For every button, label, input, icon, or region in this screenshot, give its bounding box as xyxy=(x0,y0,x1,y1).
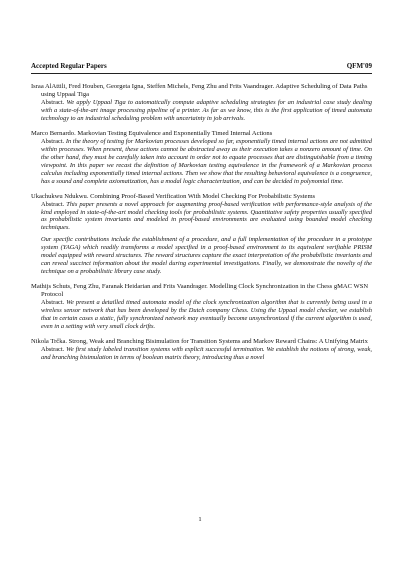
paper-authors: Nikola Trčka. xyxy=(31,337,68,345)
paper-title: Adaptive Scheduling of Data Paths using Uppaal Tiga xyxy=(41,83,368,98)
paper-title: Combining Proof-Based Verification With Model Checking For Probabilistic Systems xyxy=(90,192,316,200)
abstract-text: We apply Uppaal Tiga to automatically compute adaptive scheduling strategies for an industrial case study dealing with a state-of-the-art image processing pipeline of a printer. As far as we know, this is the first application of timed automata technology to an industrial scheduling problem with uncertainty in job arrivals. xyxy=(41,99,372,122)
abstract-label: Abstract. xyxy=(41,200,65,208)
header-rule xyxy=(31,73,372,74)
paper-authors: Marco Bernardo. xyxy=(31,129,76,137)
abstract-text: In the theory of testing for Markovian processes developed so far, exponentially timed internal actions are not admitted within processes. When present, these actions cannot be abstracted away as their execution takes a nonzero amount of time. On the other hand, they must be carefully taken into account in order not to equate processes that are distinguishable from a timing viewpoint. In this paper we recast the definition of Markovian testing equivalence in the framework of a Markovian process calculus including exponentially timed internal actions. Then we show that the resulting behavioral equivalence is a congruence, has a sound and complete axiomatization, has a modal logic characterization, and can be decided in polynomial time. xyxy=(41,137,372,185)
abstract-label: Abstract. xyxy=(41,99,65,106)
paper-list xyxy=(31,83,372,369)
header-venue: QFM'09 xyxy=(346,62,372,70)
abstract-label: Abstract. xyxy=(41,137,65,145)
paper-authors: Ukachukwu Ndukwu. xyxy=(31,192,89,200)
abstract-label: Abstract. xyxy=(41,345,65,353)
page-number: 1 xyxy=(198,516,202,523)
paper-title: Markovian Testing Equivalence and Exponentially Timed Internal Actions xyxy=(77,129,273,137)
abstract-text: We present a detailled timed automata model of the clock synchronization algorithm that is currently being used in a wireless sensor network that has been developed by the Dutch company Chess. Using the Uppaal model checker, we establish that in certain cases a static, fully synchronized network may eventually become unsynchronized if the current algorithm is used, even in a setting with very small clock drifts. xyxy=(41,299,372,331)
abstract-text: This paper presents a novel approach for augmenting proof-based verification with performance-style analysis of the kind employed in state-of-the-art model checking tools for probabilistic systems. Quantitative safety properties usually specified as probabilistic system invariants and modeled in proof-based environments are evaluated using bounded model checking techniques. xyxy=(41,200,372,232)
paper-authors: Mathijs Schuts, Feng Zhu, Faranak Heidarian and Frits Vaandrager. xyxy=(31,283,208,291)
paper-entry xyxy=(31,130,372,186)
paper-entry xyxy=(31,338,372,362)
header-section-title: Accepted Regular Papers xyxy=(31,62,107,70)
paper-entry xyxy=(31,83,372,123)
paper-title: Modelling Clock Synchronization in the Chess gMAC WSN Protocol xyxy=(41,283,369,299)
paper-entry xyxy=(31,283,372,331)
abstract-text: We first study labeled transition systems with explicit successful termination. We establish the notions of strong, weak, and branching bisimulation in terms of boolean matrix theory, introducing thus a novel xyxy=(41,345,372,361)
paper-authors: Israa AlAttili, Fred Houben, Georgeta Igna, Steffen Michels, Feng Zhu and Frits Vaandrager. xyxy=(31,83,275,90)
paper-entry xyxy=(31,193,372,277)
abstract-continuation: Our specific contributions include the establishment of a procedure, and a full implementation of the procedure in a prototype system (YAGA) which readily transforms a model specified in a proof-based environment to its equivalent verifiable PRISM model equipped with reward structures. The reward structures capture the exact interpretation of the probabilistic invariants and can reveal succinct information about the model during experimental investigations. Finally, we demonstrate the novelty of the technique on a probabilistic library case study. xyxy=(41,236,372,276)
abstract-label: Abstract. xyxy=(41,299,65,307)
paper-title: Strong, Weak and Branching Bisimulation for Transition Systems and Markov Reward Chains: A Unifying Matrix xyxy=(68,337,368,345)
